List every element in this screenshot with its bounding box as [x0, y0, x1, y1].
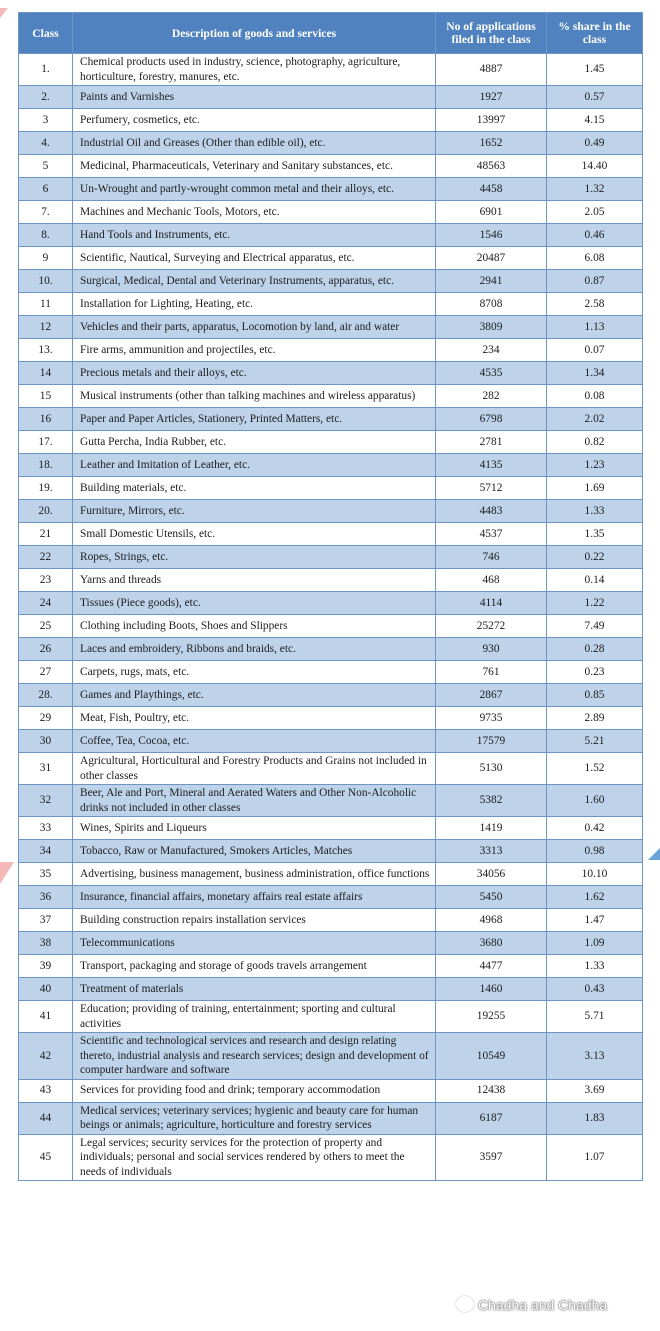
cell-applications: 5450 [436, 886, 547, 909]
table-row [19, 569, 643, 592]
corner-decoration [648, 848, 660, 860]
cell-description: Chemical products used in industry, science, photography, agriculture, horticulture, forestry, manures, etc. [73, 54, 436, 86]
cell-description: Scientific and technological services and research and design relating thereto, industrial analysis and research services; design and development of computer hardware and software [73, 1033, 436, 1080]
table-row [19, 638, 643, 661]
cell-class: 9 [19, 247, 73, 270]
cell-description: Hand Tools and Instruments, etc. [73, 224, 436, 247]
cell-class: 43 [19, 1079, 73, 1102]
cell-applications: 4135 [436, 454, 547, 477]
table-row [19, 224, 643, 247]
cell-share: 7.49 [547, 615, 643, 638]
cell-description: Surgical, Medical, Dental and Veterinary Instruments, apparatus, etc. [73, 270, 436, 293]
cell-share: 1.83 [547, 1102, 643, 1134]
cell-applications: 282 [436, 385, 547, 408]
table-row [19, 477, 643, 500]
cell-applications: 4535 [436, 362, 547, 385]
cell-applications: 9735 [436, 707, 547, 730]
cell-description: Leather and Imitation of Leather, etc. [73, 454, 436, 477]
cell-description: Ropes, Strings, etc. [73, 546, 436, 569]
table-row [19, 753, 643, 785]
cell-description: Games and Playthings, etc. [73, 684, 436, 707]
cell-applications: 930 [436, 638, 547, 661]
cell-description: Gutta Percha, India Rubber, etc. [73, 431, 436, 454]
cell-applications: 34056 [436, 863, 547, 886]
table-row [19, 840, 643, 863]
cell-description: Installation for Lighting, Heating, etc. [73, 293, 436, 316]
cell-share: 1.22 [547, 592, 643, 615]
table-row [19, 270, 643, 293]
cell-applications: 1927 [436, 86, 547, 109]
table-row [19, 54, 643, 86]
cell-applications: 3680 [436, 932, 547, 955]
cell-applications: 2781 [436, 431, 547, 454]
table-row [19, 500, 643, 523]
table-row [19, 785, 643, 817]
table-row [19, 978, 643, 1001]
table-row [19, 1102, 643, 1134]
cell-class: 44 [19, 1102, 73, 1134]
cell-applications: 3313 [436, 840, 547, 863]
cell-class: 26 [19, 638, 73, 661]
table-row [19, 886, 643, 909]
cell-class: 25 [19, 615, 73, 638]
cell-class: 32 [19, 785, 73, 817]
cell-description: Clothing including Boots, Shoes and Slippers [73, 615, 436, 638]
cell-share: 0.08 [547, 385, 643, 408]
cell-class: 31 [19, 753, 73, 785]
cell-share: 0.07 [547, 339, 643, 362]
cell-class: 12 [19, 316, 73, 339]
cell-share: 0.98 [547, 840, 643, 863]
cell-share: 1.33 [547, 500, 643, 523]
table-row [19, 546, 643, 569]
header-class: Class [19, 13, 73, 54]
table-row [19, 661, 643, 684]
table-row [19, 615, 643, 638]
cell-description: Legal services; security services for the protection of property and individuals; personal and social services rendered by others to meet the needs of individuals [73, 1134, 436, 1181]
cell-applications: 25272 [436, 615, 547, 638]
cell-class: 6 [19, 178, 73, 201]
cell-share: 0.42 [547, 817, 643, 840]
cell-share: 1.32 [547, 178, 643, 201]
cell-applications: 2867 [436, 684, 547, 707]
cell-share: 0.22 [547, 546, 643, 569]
table-row [19, 730, 643, 753]
cell-description: Telecommunications [73, 932, 436, 955]
cell-share: 0.82 [547, 431, 643, 454]
cell-description: Medicinal, Pharmaceuticals, Veterinary and Sanitary substances, etc. [73, 155, 436, 178]
table-row [19, 707, 643, 730]
cell-class: 7. [19, 201, 73, 224]
cell-applications: 4477 [436, 955, 547, 978]
table-row [19, 592, 643, 615]
header-share: % share in the class [547, 13, 643, 54]
corner-decoration [0, 8, 8, 18]
cell-class: 23 [19, 569, 73, 592]
table-row [19, 454, 643, 477]
cell-class: 36 [19, 886, 73, 909]
cell-applications: 4968 [436, 909, 547, 932]
cell-applications: 1546 [436, 224, 547, 247]
cell-description: Building materials, etc. [73, 477, 436, 500]
cell-share: 2.58 [547, 293, 643, 316]
cell-description: Education; providing of training, entertainment; sporting and cultural activities [73, 1001, 436, 1033]
cell-applications: 8708 [436, 293, 547, 316]
cell-applications: 6187 [436, 1102, 547, 1134]
cell-description: Agricultural, Horticultural and Forestry Products and Grains not included in other classes [73, 753, 436, 785]
cell-class: 20. [19, 500, 73, 523]
cell-share: 4.15 [547, 109, 643, 132]
cell-description: Small Domestic Utensils, etc. [73, 523, 436, 546]
cell-applications: 17579 [436, 730, 547, 753]
cell-applications: 234 [436, 339, 547, 362]
cell-applications: 3809 [436, 316, 547, 339]
cell-description: Laces and embroidery, Ribbons and braids, etc. [73, 638, 436, 661]
cell-class: 18. [19, 454, 73, 477]
cell-share: 1.47 [547, 909, 643, 932]
cell-applications: 10549 [436, 1033, 547, 1080]
cell-class: 3 [19, 109, 73, 132]
cell-class: 10. [19, 270, 73, 293]
cell-applications: 6901 [436, 201, 547, 224]
cell-class: 15 [19, 385, 73, 408]
cell-share: 2.05 [547, 201, 643, 224]
cell-applications: 4458 [436, 178, 547, 201]
cell-class: 27 [19, 661, 73, 684]
table-row [19, 86, 643, 109]
cell-class: 5 [19, 155, 73, 178]
cell-applications: 13997 [436, 109, 547, 132]
cell-applications: 6798 [436, 408, 547, 431]
cell-applications: 4114 [436, 592, 547, 615]
table-row [19, 932, 643, 955]
watermark [456, 1296, 607, 1313]
cell-class: 21 [19, 523, 73, 546]
cell-description: Beer, Ale and Port, Mineral and Aerated Waters and Other Non-Alcoholic drinks not included in other classes [73, 785, 436, 817]
cell-description: Paper and Paper Articles, Stationery, Printed Matters, etc. [73, 408, 436, 431]
cell-applications: 4537 [436, 523, 547, 546]
cell-class: 28. [19, 684, 73, 707]
cell-share: 1.69 [547, 477, 643, 500]
cell-share: 1.23 [547, 454, 643, 477]
cell-description: Treatment of materials [73, 978, 436, 1001]
header-description: Description of goods and services [73, 13, 436, 54]
cell-share: 3.69 [547, 1079, 643, 1102]
cell-applications: 5382 [436, 785, 547, 817]
cell-share: 0.49 [547, 132, 643, 155]
cell-description: Yarns and threads [73, 569, 436, 592]
trademark-class-table [18, 12, 643, 1181]
cell-share: 0.57 [547, 86, 643, 109]
cell-share: 1.34 [547, 362, 643, 385]
cell-applications: 48563 [436, 155, 547, 178]
cell-share: 0.87 [547, 270, 643, 293]
cell-share: 1.62 [547, 886, 643, 909]
cell-description: Insurance, financial affairs, monetary affairs real estate affairs [73, 886, 436, 909]
cell-share: 1.09 [547, 932, 643, 955]
cell-share: 1.35 [547, 523, 643, 546]
cell-description: Fire arms, ammunition and projectiles, etc. [73, 339, 436, 362]
cell-description: Musical instruments (other than talking machines and wireless apparatus) [73, 385, 436, 408]
cell-share: 0.14 [547, 569, 643, 592]
cell-applications: 3597 [436, 1134, 547, 1181]
cell-description: Advertising, business management, business administration, office functions [73, 863, 436, 886]
cell-class: 4. [19, 132, 73, 155]
cell-description: Vehicles and their parts, apparatus, Locomotion by land, air and water [73, 316, 436, 339]
cell-share: 0.46 [547, 224, 643, 247]
header-applications: No of applications filed in the class [436, 13, 547, 54]
table-row [19, 316, 643, 339]
cell-class: 39 [19, 955, 73, 978]
cell-class: 45 [19, 1134, 73, 1181]
cell-description: Meat, Fish, Poultry, etc. [73, 707, 436, 730]
cell-applications: 5130 [436, 753, 547, 785]
table-row [19, 523, 643, 546]
cell-class: 35 [19, 863, 73, 886]
cell-class: 19. [19, 477, 73, 500]
cell-class: 29 [19, 707, 73, 730]
cell-description: Scientific, Nautical, Surveying and Electrical apparatus, etc. [73, 247, 436, 270]
cell-class: 42 [19, 1033, 73, 1080]
cell-class: 14 [19, 362, 73, 385]
cell-description: Medical services; veterinary services; hygienic and beauty care for human beings or animals; agriculture, horticulture and forestry services [73, 1102, 436, 1134]
corner-decoration [0, 862, 14, 884]
cell-class: 13. [19, 339, 73, 362]
cell-class: 38 [19, 932, 73, 955]
cell-share: 5.71 [547, 1001, 643, 1033]
cell-share: 0.28 [547, 638, 643, 661]
cell-description: Machines and Mechanic Tools, Motors, etc. [73, 201, 436, 224]
cell-class: 2. [19, 86, 73, 109]
cell-share: 3.13 [547, 1033, 643, 1080]
cell-applications: 1652 [436, 132, 547, 155]
cell-share: 0.23 [547, 661, 643, 684]
table-row [19, 1033, 643, 1080]
cell-share: 0.85 [547, 684, 643, 707]
table-row [19, 1079, 643, 1102]
cell-class: 40 [19, 978, 73, 1001]
cell-description: Industrial Oil and Greases (Other than edible oil), etc. [73, 132, 436, 155]
cell-class: 24 [19, 592, 73, 615]
cell-share: 2.89 [547, 707, 643, 730]
cell-description: Furniture, Mirrors, etc. [73, 500, 436, 523]
table-row [19, 817, 643, 840]
cell-class: 30 [19, 730, 73, 753]
table-row [19, 1134, 643, 1181]
table-row [19, 201, 643, 224]
cell-description: Tissues (Piece goods), etc. [73, 592, 436, 615]
cell-share: 10.10 [547, 863, 643, 886]
cell-description: Perfumery, cosmetics, etc. [73, 109, 436, 132]
watermark-text: Chadha and Chadha [478, 1297, 608, 1313]
table-row [19, 408, 643, 431]
table-body [19, 54, 643, 1181]
cell-share: 2.02 [547, 408, 643, 431]
table-row [19, 909, 643, 932]
cell-class: 22 [19, 546, 73, 569]
cell-applications: 4887 [436, 54, 547, 86]
cell-applications: 19255 [436, 1001, 547, 1033]
cell-description: Paints and Varnishes [73, 86, 436, 109]
cell-description: Wines, Spirits and Liqueurs [73, 817, 436, 840]
table-row [19, 863, 643, 886]
cell-share: 14.40 [547, 155, 643, 178]
cell-description: Coffee, Tea, Cocoa, etc. [73, 730, 436, 753]
cell-share: 1.45 [547, 54, 643, 86]
cell-description: Services for providing food and drink; temporary accommodation [73, 1079, 436, 1102]
cell-applications: 746 [436, 546, 547, 569]
cell-applications: 12438 [436, 1079, 547, 1102]
cell-share: 1.52 [547, 753, 643, 785]
cell-share: 5.21 [547, 730, 643, 753]
table-row [19, 178, 643, 201]
table-row [19, 362, 643, 385]
cell-description: Carpets, rugs, mats, etc. [73, 661, 436, 684]
cell-class: 1. [19, 54, 73, 86]
table-row [19, 293, 643, 316]
wechat-icon [456, 1296, 474, 1312]
cell-applications: 5712 [436, 477, 547, 500]
cell-applications: 20487 [436, 247, 547, 270]
cell-class: 17. [19, 431, 73, 454]
cell-class: 8. [19, 224, 73, 247]
table-row [19, 132, 643, 155]
cell-class: 34 [19, 840, 73, 863]
table-row [19, 955, 643, 978]
table-row [19, 385, 643, 408]
table-row [19, 155, 643, 178]
cell-share: 1.07 [547, 1134, 643, 1181]
cell-applications: 1419 [436, 817, 547, 840]
cell-class: 41 [19, 1001, 73, 1033]
cell-share: 0.43 [547, 978, 643, 1001]
cell-applications: 4483 [436, 500, 547, 523]
cell-class: 11 [19, 293, 73, 316]
table-row [19, 431, 643, 454]
table-row [19, 684, 643, 707]
table-header [19, 13, 643, 54]
table-row [19, 1001, 643, 1033]
table-row [19, 109, 643, 132]
cell-applications: 761 [436, 661, 547, 684]
cell-share: 1.13 [547, 316, 643, 339]
cell-share: 1.33 [547, 955, 643, 978]
table-row [19, 339, 643, 362]
cell-description: Tobacco, Raw or Manufactured, Smokers Articles, Matches [73, 840, 436, 863]
cell-description: Precious metals and their alloys, etc. [73, 362, 436, 385]
cell-applications: 468 [436, 569, 547, 592]
cell-description: Building construction repairs installation services [73, 909, 436, 932]
cell-applications: 1460 [436, 978, 547, 1001]
table-row [19, 247, 643, 270]
cell-class: 37 [19, 909, 73, 932]
cell-applications: 2941 [436, 270, 547, 293]
cell-class: 33 [19, 817, 73, 840]
cell-description: Un-Wrought and partly-wrought common metal and their alloys, etc. [73, 178, 436, 201]
cell-share: 1.60 [547, 785, 643, 817]
cell-share: 6.08 [547, 247, 643, 270]
cell-class: 16 [19, 408, 73, 431]
cell-description: Transport, packaging and storage of goods travels arrangement [73, 955, 436, 978]
